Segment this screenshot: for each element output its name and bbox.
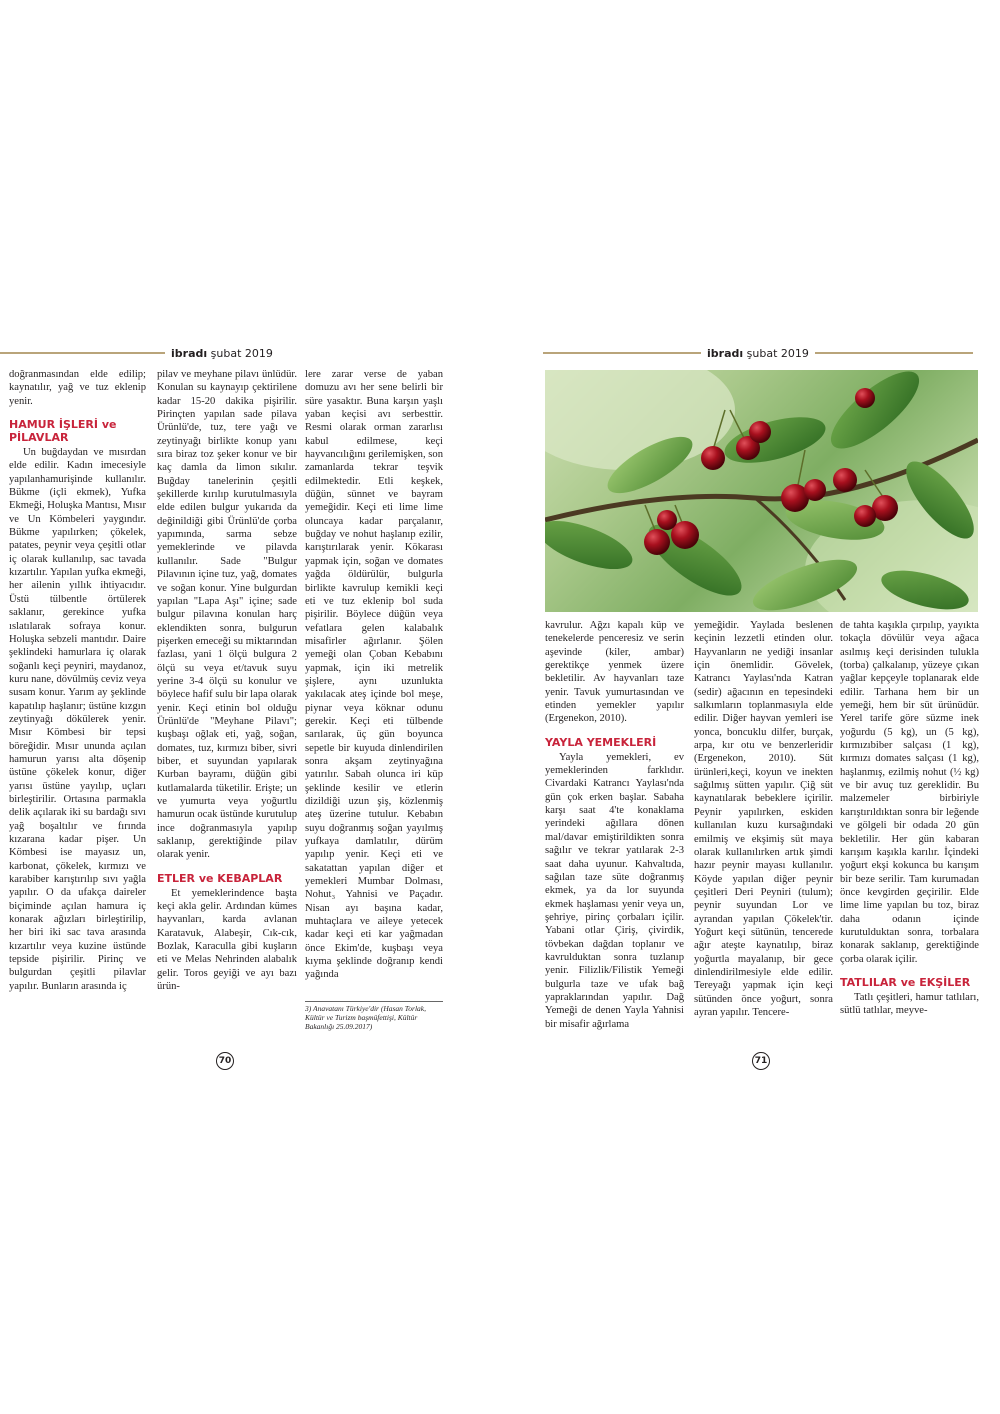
page-number-left: 70 (216, 1052, 234, 1070)
paragraph: doğranmasından elde edilip; kaynatılır, yağ ve tuz eklenip yenir. (9, 369, 146, 407)
section-heading-tatlilar: TATLILAR ve EKŞİLER (840, 975, 971, 989)
text-column-4 (545, 619, 684, 1049)
text-column-6 (840, 619, 979, 1049)
paragraph: kavrulur. Ağzı kapalı küp ve tenekelerde penceresiz ve serin aşevinde (kiler, ambar) gerektikçe yenmek üzere bekletilir. Av hayvanları taze yenir. Tavuk yumurtasından ve etinden yemekler yapılır (Ergenekon, 2010). (545, 620, 684, 725)
footnote: 3) Anavatanı Türkiye'dir (Hasan Torlak, Kültür ve Turizm başmüfettişi, Kültür Bakanlığı 25.09.2017) (305, 1004, 426, 1031)
text-column-2 (157, 368, 297, 1048)
section-heading-hamur-isleri: HAMUR İŞLERİ ve PİLAVLAR (9, 418, 117, 445)
paragraph: Et yemeklerindence başta keçi akla gelir. Ardından kümes hayvanları, karda avlanan Karatavuk, Alabeşir, Cık-cık, Bozlak, Karaculla gibi kuşların eti ve Melas Nehrinden alabalık gelir. Toros geyiği ve ayı bazı ürün- (157, 887, 297, 993)
page-header-right (543, 344, 983, 362)
cherry-branch-photo (545, 370, 978, 612)
header-brand: ibradı şubat 2019 (171, 346, 273, 360)
paragraph: de tahta kaşıkla çırpılıp, yayıkta tokaçla dövülür veya ağaca asılmış keçi derisinden tulukla (torba) çalkalanıp, yüzeye çıkan yağlar kepçeyle toplanarak elde edilir. Tarhana hem bir un yemeği, hem bir süt ürünüdür. Yerel tarife göre süzme inek yoğurdu (5 kg), un (5 kg), kırmızıbiber salçası (1 kg), kırmızı domates salçası (1 kg), haşlanmış, ezilmiş nohut (½ kg) ve bir avuç tuz gereklidir. Bu malzemeler birbiriyle karıştırıldıktan sonra bir leğende ve gölgeli bir odada 20 gün bekletilir. Her gün kabaran karışım kaşıkla karılır. İçindeki yoğurt ekşi kokunca bu karışım bir beze serilir. Tam kurumadan önce kevgirden geçirilir. Elde lime lime yapılan bu toz, biraz daha odanın içinde kurutulduktan sonra, torbalara konarak saklanıp, gerektiğinde çorba olarak içilir. (840, 620, 979, 965)
paragraph: Un buğdaydan ve mısırdan elde edilir. Kadın imecesiyle yapılanhamurişinde kullanılır. Bükme (içli ekmek), Yufka Ekmeği, Holuşka Mantısı, Mısır ve Un Kömbeleri yaygındır. Bükme yapılırken; çökelek, patates, peynir veya çeşitli otlar iç olarak kullanılıp, sac tavada kızartılır. Yapılan yufka ekmeği, her ailenin yıllık ihtiyacıdır. Üstü tülbentle örtülerek saklanır, gerekince yufka ıslatılarak sofraya konur. Holuşka sebzeli mantıdır. Daire şeklindeki hamurlara iç olarak soğanlı keçi peyniri, maydanoz, kuru nane, dövülmüş ceviz veya susam konur. Yarım ay şeklinde kapatılıp haşlanır; üstüne kızgın zeytinyağı dökülerek yenir. Mısır Kömbesi bir tepsi böreğidir. Mısır ununda açılan hamurun yarısı alta döşenip üstüne çökelek konur, diğer yarısı üstüne yayılıp, uçları birleştirilir. Ortasına parmakla delik açılarak iki su bardağı sıvı yağ boşaltılır ve fırında kızarana kadar pişer. Un Kömbesi ise mayasız un, karbonat, çökelek, kırmızı ve karabiber karıştırılıp sıvı yağla yapılır. O da ufakça daireler biçiminde açılan hamura iç konarak ağızları birleştirilip, her biri iki sac tava arasında kızartılır veya kuzine üstünde tepside pişirilir. Pirinç ve bulgurdan çeşitli pilavlar yapılır. Bunların arasında iç (9, 447, 146, 992)
cherry-illustration (545, 370, 978, 612)
paragraph: lere zarar verse de yaban domuzu avı her sene belirli bir süre yasaktır. Buna karşın yaşlı yaban keçisi avı serbesttir. Resmi olarak orman zararlısı kabul edilmese, keçi hayvancılığını gerilemişken, son zamanlarda tekrar teşvik edilmektedir. Etli keşkek, düğün, sünnet ve bayram yemeğidir. Keçi eti lime lime oluncaya kadar parçalanır, buğday ve nohut haşlanıp ezilir, karıştırılarak yenir. Kökarası yapmak için, soğan ve domates yağda öldürülür, bulgurla birlikte kavrulup kemikli keçi eti ve tuz eklenip bol suda pişirilir. Böylece düğün veya vefatlara gelen kalabalık misafirler ağırlanır. Şölen yemeği olan Çoban Kebabını yapmak, için iki metrelik şişlere, aynı uzunlukta yakılacak ateş içinde bol meşe, piynar veya köknar odunu gerekir. Keçi eti tülbende sarılarak, üç gün boyunca sepetle bir kuyuda dinlendirilen sonra akşam zeytinyağına yatırılır. Sabah olunca iri küp şeklinde kesilir ve etlerin dizildiği uzun şiş, közlenmiş ateş üzerine tutulur. Kebabın suyu doğranmış soğan yayılmış yufkaya damlatılır, dürüm yapılıp yenir. Keçi eti ve sakatattan yapılan diğer et yemekleri Mumbar Dolması, Nohut₃ Yahnisi ve Paçadır. Nisan ayı başına kadar, muhtaçlara ve aileye yetecek kadar keçi eti kar yağmadan önce Ekim'de, kuşbaşı veya kıyma şeklinde doğranıp kendi yağında (305, 369, 443, 981)
page-header-left (0, 344, 280, 362)
footnote-rule (305, 1001, 443, 1002)
text-column-1 (9, 368, 146, 1048)
paragraph: yemeğidir. Yaylada beslenen keçinin lezzetli etinden olur. Hayvanların ne yediği insanlar için önemlidir. Gövelek, Katrancı Yaylası'nda Katran (sedir) ağacının en tepesindeki salkımların toplanmasıyla elde edilir. Diğer hayvan yemleri ise yonca, boncuklu dilfer, burçak, arpa, kır otu ve benzerleridir (Ergenekon, 2010). Süt ürünleri,keçi, koyun ve inekten sağılmış sütten yapılır. Çiğ süt kaynatılarak bebeklere içirilir. Peynir yapılırken, eskiden kullanılan kuzu kursağındaki emilmiş ve ekşimiş süt maya olarak kullanılırken artık şimdi hazır peynir mayası kullanılır. Köyde yapılan diğer peynir çeşitleri Deri Peyniri (tulum); peynir suyundan Lor ve ayrandan yapılan Çökelek'tir. Yoğurt keçi sütünün, tencerede ağır ateşte kaynatılıp, biraz yoğurtla mayalanıp, bir gece dinlendirilmesiyle elde edilir. Tereyağı yapmak için keçi sütünden önce yoğurt, sonra ayran yapılır. Tencere- (694, 620, 833, 1018)
right-page (500, 0, 1000, 1414)
text-column-3 (305, 368, 443, 1008)
header-rule (0, 352, 165, 354)
section-heading-etler: ETLER ve KEBAPLAR (157, 871, 283, 885)
paragraph: Tatlı çeşitleri, hamur tatlıları, sütlü tatlılar, meyve- (840, 991, 979, 1017)
text-column-5 (694, 619, 833, 1049)
section-heading-yayla: YAYLA YEMEKLERİ (545, 735, 657, 749)
paragraph: Yayla yemekleri, ev yemeklerinden farklıdır. Civardaki Katrancı Yaylası'nda gün çok erken başlar. Sabaha karşı saat 4'te konaklama yerindeki ağıllara dönen mal/davar emiştirildikten sonra sağılır ve tekrar yatılarak 2-3 saat daha uyunur. Kahvaltıda, sağılan taze süte doğranmış ekmek, ya da lor suyunda ekmek haşlaması yenir veya un, şehriye, pirinç çorbaları içilir. Yabani otlar Çiriş, çivirdik, tövbekan dağdan toplanır ve kavrulduktan sonra tuzlanıp yenir. Filizlik/Filistik Yemeği bulgurla taze ve ufak bağ yapraklarından yapılır. Dağ Yemeği de denen Yayla Yahnisi bir misafir ağırlama (545, 751, 684, 1030)
paragraph: pilav ve meyhane pilavı ünlüdür. Konulan su kaynayıp çektirilene kadar 15-20 dakika pişirilir. Pirinçten yapılan sade pilava Ürünlü'de, tuz, tere yağı ve zeytinyağı birlikte konup yanı sıra biraz toz şeker konur ve bir kaç damla da limon sıkılır. Buğday tanelerinin çeşitli şekillerde kırılıp kurutulmasıyla elde edilen bulgur yukarıda da değinildiği gibi Ürünlü'de çorba yapımında, sarma sebze yemeklerinde ve pilavda kullanılır. Sade "Bulgur Pilavının içine tuz, yağ, domates ve soğan konur. Yine bulgurdan yapılan "Lapa Aşı" içine; sade bulgur pilavına konulan harç eklendikten sonra, bulgurun pişerken emeceği su miktarından fazlası, yani 1 ölçü bulgura 2 ölçü su veya et/tavuk suyu yerine 3-4 ölçü su konulur ve böylece hafif sulu bir lapa olarak yenir. Keçi etinin bol olduğu Ürünlü'de "Meyhane Pilavı"; kuşbaşı oğlak eti, yağ, soğan, domates, tuz, kırmızı biber, sivri biber, et suyundan yapılarak Kurban bayramı, düğün gibi kutlamalarda tüketilir. Erişte; un ve yumurta veya yoğurtlu hamurun ocak üstünde kurutulup ince doğranmasıyla yapılıp saklanıp, gerektiğinde pilav olarak yenir. (157, 369, 297, 861)
page-number-right: 71 (752, 1052, 770, 1070)
header-rule (815, 352, 973, 354)
header-rule (543, 352, 701, 354)
header-brand: ibradı şubat 2019 (707, 346, 809, 360)
